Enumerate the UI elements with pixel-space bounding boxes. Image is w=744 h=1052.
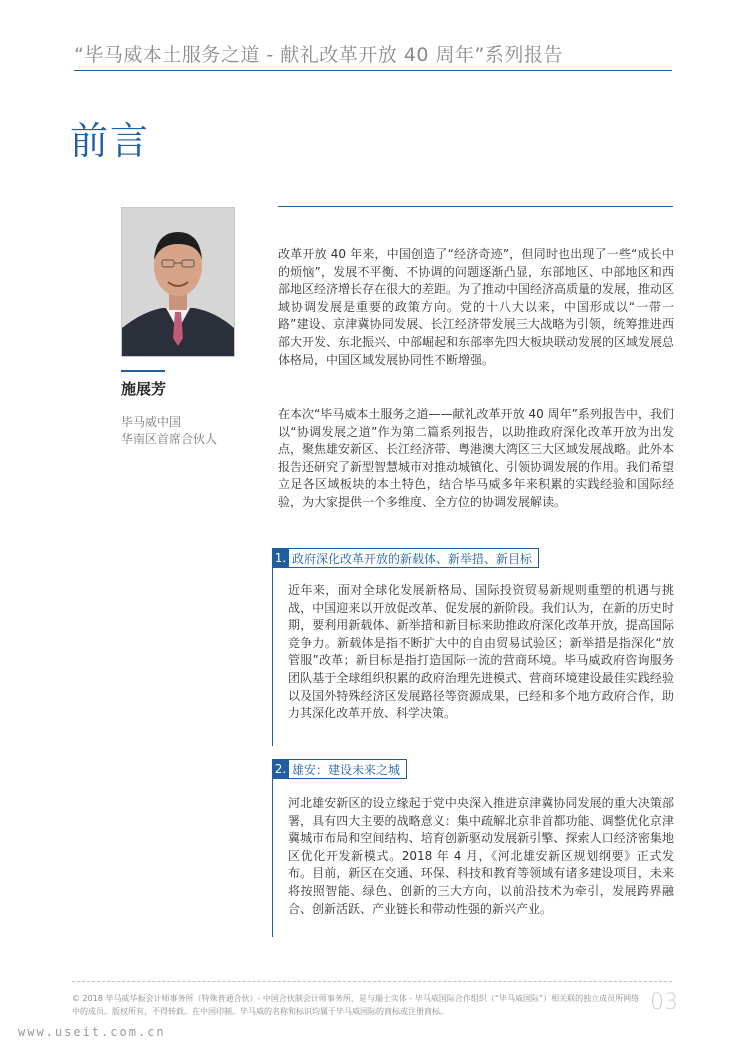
intro-paragraph-2: 在本次“毕马威本土服务之道——献礼改革开放 40 周年”系列报告中，我们以“协调发展之道”作为第二篇系列报告，以助推政府深化改革开放为出发点，聚焦雄安新区、长江经济带、粤港澳大湾区三大区域发展战略。此外本报告还研究了新型智慧城市对推动城镇化、引领协调发展的作用。我们希望立足各区域板块的本土特色，结合毕马威多年来积累的实践经验和国际经验，为大家提供一个多维度、全方位的协调发展解读。 bbox=[278, 407, 675, 509]
section-1-heading bbox=[272, 548, 539, 568]
page-title: 前言 bbox=[70, 119, 151, 163]
intro-paragraph-1: 改革开放 40 年来，中国创造了“经济奇迹”，但同时也出现了一些“成长中的烦恼”，发展不平衡、不协调的问题逐渐凸显，东部地区、中部地区和西部地区经济增长存在很大的差距。为了推动中国经济高质量的发展，推动区域协调发展是重要的政策方向。党的十八大以来，中国形成以“一带一路”建设、京津冀协同发展、长江经济带发展三大战略为引领，统筹推进西部大开发、东北振兴、中部崛起和东部率先四大板块联动发展的区域发展总体格局，中国区域发展协同性不断增强。 bbox=[278, 247, 675, 367]
page-number: 03 bbox=[650, 990, 678, 1015]
watermark: www.useit.com.cn bbox=[18, 1025, 166, 1039]
author-accent-bar bbox=[121, 370, 165, 372]
report-header-title: “毕马威本土服务之道 - 献礼改革开放 40 周年”系列报告 bbox=[74, 44, 563, 66]
author-title-line-2: 华南区首席合伙人 bbox=[121, 432, 218, 446]
footer-legal-text: © 2018 毕马威华振会计师事务所（特殊普通合伙）- 中国合伙制会计师事务所，是与瑞士实体 - 毕马威国际合作组织（“毕马威国际”）相关联的独立成员所网络中的成员。版权所有，不得转载。在中国印制。毕马威的名称和标识均属于毕马威国际的商标或注册商标。 bbox=[72, 994, 640, 1016]
section-1-title: 政府深化改革开放的新载体、新举措、新目标 bbox=[289, 548, 539, 568]
header-divider bbox=[74, 70, 672, 71]
author-name: 施展芳 bbox=[121, 380, 167, 398]
section-1-number: 1. bbox=[272, 548, 289, 568]
section-1-text: 近年来，面对全球化发展新格局、国际投资贸易新规则重塑的机遇与挑战，中国迎来以开放促改革、促发展的新阶段。我们认为，在新的历史时期，要利用新载体、新举措和新目标来助推政府深化改革开放，提高国际竞争力。新载体是指不断扩大中的自由贸易试验区；新举措是指深化“放管服”改革；新目标是指打造国际一流的营商环境。毕马威政府咨询服务团队基于全球组织积累的政府治理先进模式、营商环境建设最佳实践经验以及国外特殊经济区发展路径等资源成果，已经和多个地方政府合作，助力其深化改革开放、科学决策。 bbox=[288, 583, 674, 721]
section-2-text: 河北雄安新区的设立缘起于党中央深入推进京津冀协同发展的重大决策部署，具有四大主要的战略意义：集中疏解北京非首都功能、调整优化京津冀城市布局和空间结构、培育创新驱动发展新引擎、探索人口经济密集地区优化开发新模式。2018 年 4 月，《河北雄安新区规划纲要》正式发布。目前，新区在交通、环保、科技和教育等领域有诸多建设项目，未来将按照智能、绿色、创新的三大方向，以前沿技术为牵引，发展跨界融合、创新活跃、产业链长和带动性强的新兴产业。 bbox=[288, 796, 674, 916]
section-2-heading bbox=[272, 759, 407, 779]
author-photo bbox=[121, 207, 235, 357]
section-2-title: 雄安：建设未来之城 bbox=[289, 759, 407, 779]
author-title bbox=[121, 414, 217, 448]
section-2-number: 2. bbox=[272, 759, 289, 779]
author-title-line-1: 毕马威中国 bbox=[121, 415, 182, 429]
content-divider bbox=[278, 206, 673, 207]
footer-divider bbox=[72, 981, 672, 982]
